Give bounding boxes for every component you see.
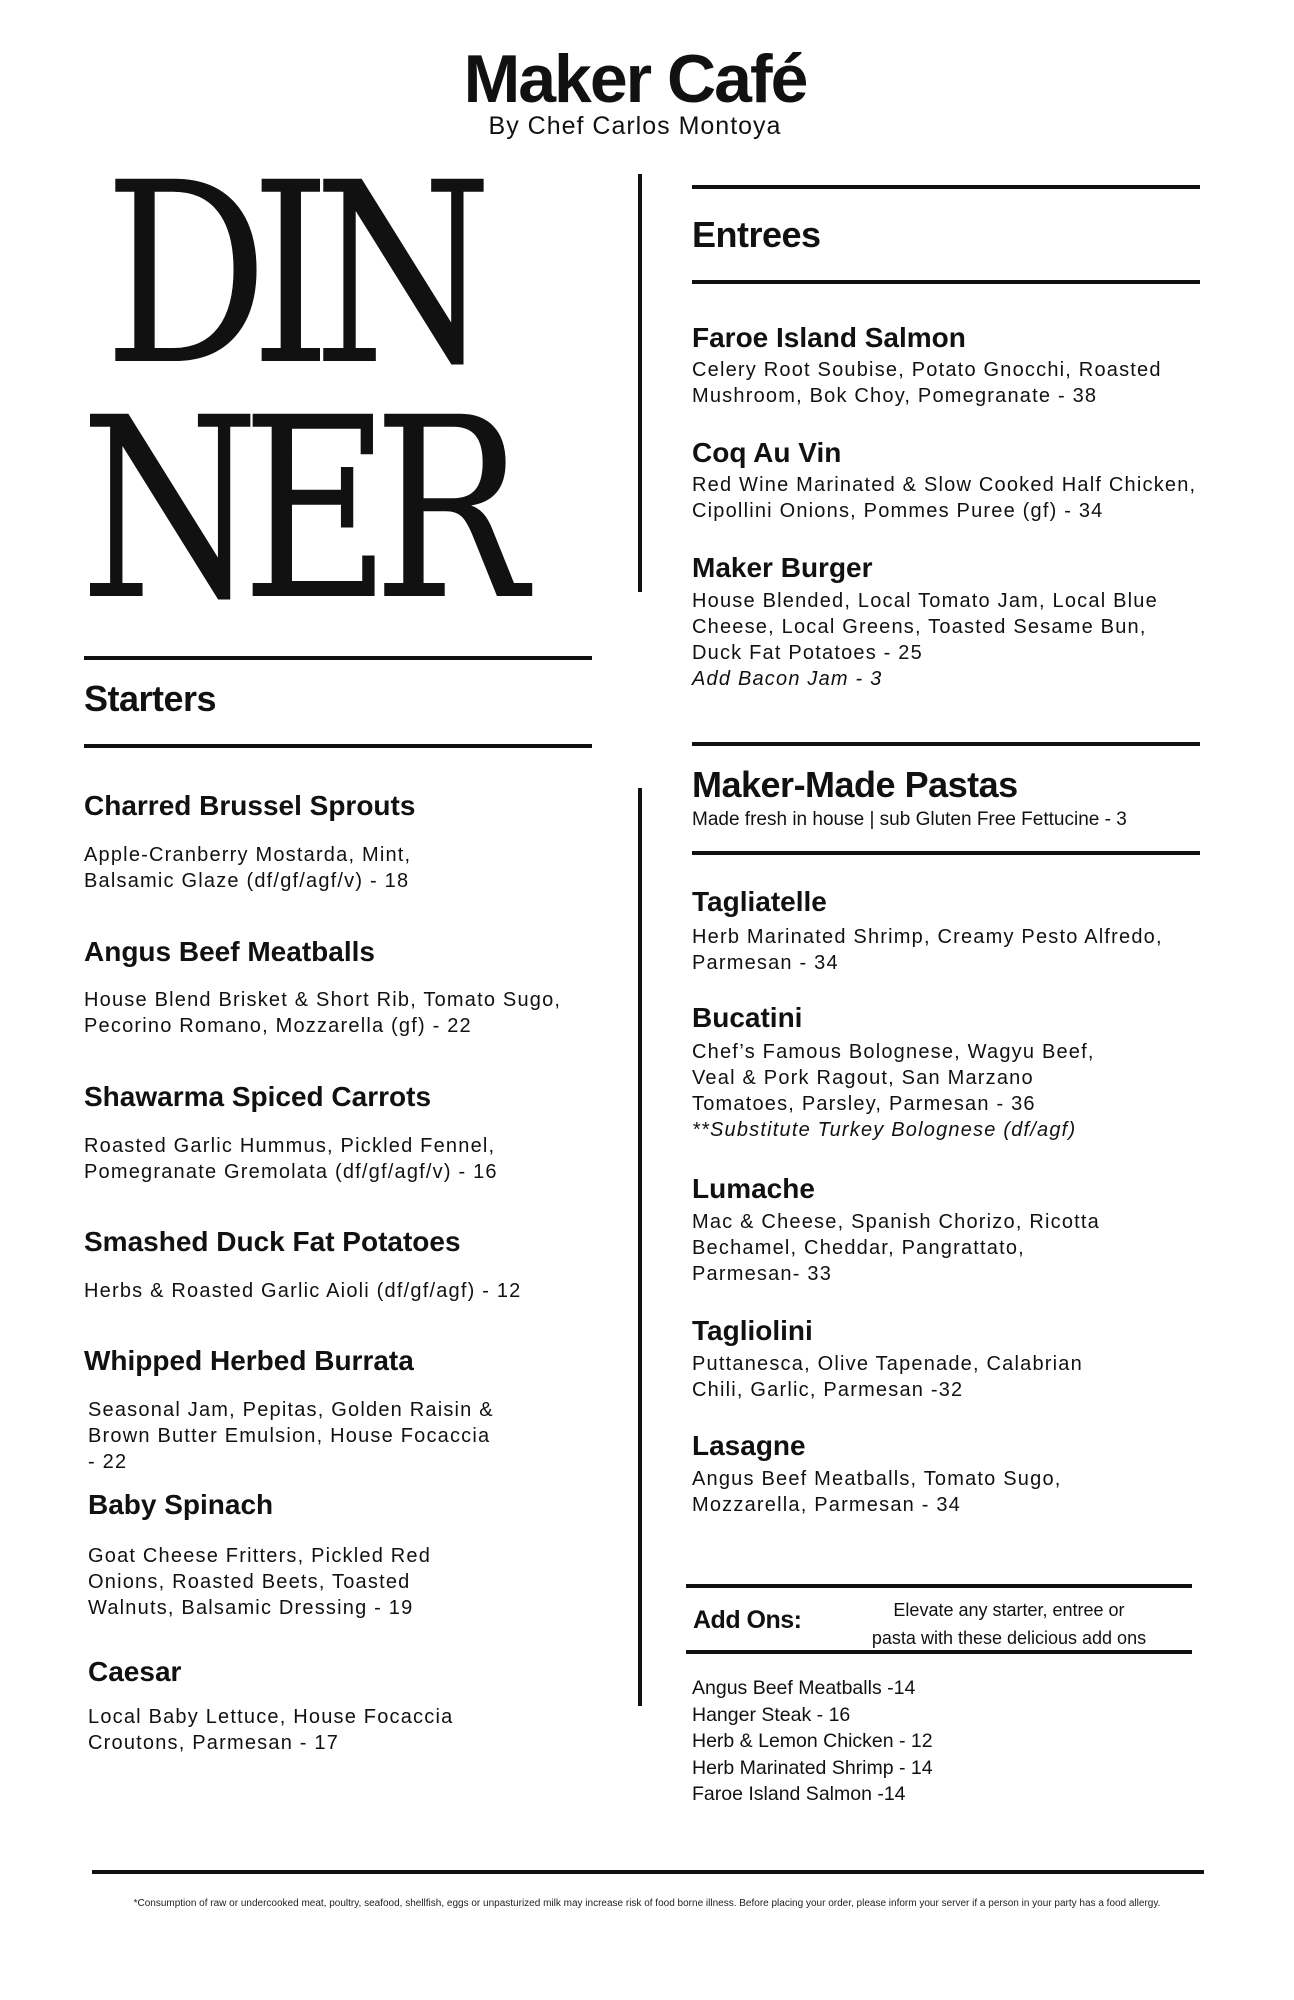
allergy-disclaimer: *Consumption of raw or undercooked meat, poultry, seafood, shellfish, eggs or unpasturized milk may increase risk of food borne illness. Before placing your order, please inform your server if a person in your party has a food allergy. xyxy=(133,1898,1161,1909)
pasta-note: **Substitute Turkey Bolognese (df/agf) xyxy=(692,1119,1077,1141)
addon-item: Faroe Island Salmon -14 xyxy=(692,1783,906,1805)
restaurant-title: Maker Café xyxy=(463,41,807,117)
pastas-heading: Maker-Made Pastas xyxy=(692,764,1018,805)
addons-list xyxy=(692,1675,933,1808)
addon-item: Herb Marinated Shrimp - 14 xyxy=(692,1756,933,1779)
hero-dinner-line1: DIN xyxy=(104,129,475,420)
starter-name: Caesar xyxy=(88,1656,182,1687)
entree-desc: Celery Root Soubise, Potato Gnocchi, Roasted Mushroom, Bok Choy, Pomegranate - 38 xyxy=(692,359,1162,407)
pasta-name: Tagliatelle xyxy=(692,886,827,917)
starter-name: Smashed Duck Fat Potatoes xyxy=(84,1226,461,1257)
addon-item: Herb & Lemon Chicken - 12 xyxy=(692,1730,933,1752)
entree-name: Maker Burger xyxy=(692,552,873,583)
footer-rule xyxy=(92,1870,1204,1874)
starter-name: Shawarma Spiced Carrots xyxy=(84,1081,432,1112)
entrees-heading: Entrees xyxy=(692,214,821,255)
starter-name: Baby Spinach xyxy=(88,1489,274,1520)
pastas-rule-bottom xyxy=(692,851,1200,855)
addon-item: Hanger Steak - 16 xyxy=(692,1703,851,1726)
entree-desc: Red Wine Marinated & Slow Cooked Half Chicken, Cipollini Onions, Pommes Puree (gf) - 34 xyxy=(692,474,1197,522)
pasta-desc: Puttanesca, Olive Tapenade, Calabrian Chili, Garlic, Parmesan -32 xyxy=(692,1353,1083,1401)
starter-desc: Herbs & Roasted Garlic Aioli (df/gf/agf) - 12 xyxy=(84,1280,522,1302)
entree-name: Coq Au Vin xyxy=(692,437,842,468)
chef-subtitle: By Chef Carlos Montoya xyxy=(488,112,782,140)
pasta-name: Tagliolini xyxy=(692,1315,813,1346)
hero-dinner-line2: NER xyxy=(80,364,510,655)
starter-desc: Roasted Garlic Hummus, Pickled Fennel, Pomegranate Gremolata (df/gf/agf/v) - 16 xyxy=(84,1135,498,1183)
entrees-rule-top xyxy=(692,185,1200,189)
starter-desc: Goat Cheese Fritters, Pickled Red Onions, Roasted Beets, Toasted Walnuts, Balsamic Dressing - 19 xyxy=(88,1545,432,1619)
starters-rule-top xyxy=(84,656,592,660)
starter-desc: Seasonal Jam, Pepitas, Golden Raisin & Brown Butter Emulsion, House Focaccia - 22 xyxy=(88,1399,494,1473)
pasta-name: Bucatini xyxy=(692,1002,803,1033)
starter-desc: House Blend Brisket & Short Rib, Tomato Sugo, Pecorino Romano, Mozzarella (gf) - 22 xyxy=(84,989,562,1037)
pasta-desc: Angus Beef Meatballs, Tomato Sugo, Mozzarella, Parmesan - 34 xyxy=(692,1468,1062,1516)
column-divider-bottom xyxy=(638,788,642,1706)
starters-heading: Starters xyxy=(84,678,217,719)
pasta-name: Lumache xyxy=(692,1173,815,1204)
pasta-desc: Chef’s Famous Bolognese, Wagyu Beef, Veal & Pork Ragout, San Marzano Tomatoes, Parsley, Parmesan - 36 **Substitute Turkey Bolognese (df/agf) xyxy=(692,1041,1095,1141)
starter-desc: Apple-Cranberry Mostarda, Mint, Balsamic Glaze (df/gf/agf/v) - 18 xyxy=(84,844,412,892)
addons-rule-bottom xyxy=(686,1650,1192,1654)
column-divider-top xyxy=(638,174,642,592)
entree-desc: House Blended, Local Tomato Jam, Local Blue Cheese, Local Greens, Toasted Sesame Bun, Duck Fat Potatoes - 25 Add Bacon Jam - 3 xyxy=(692,590,1158,690)
starter-name: Charred Brussel Sprouts xyxy=(84,790,416,821)
entree-note: Add Bacon Jam - 3 xyxy=(692,668,883,690)
starters-rule-bottom xyxy=(84,744,592,748)
entrees-rule-bottom xyxy=(692,280,1200,284)
addons-heading: Add Ons: xyxy=(693,1606,802,1634)
addons-blurb: Elevate any starter, entree or pasta with these delicious add ons xyxy=(871,1600,1147,1648)
addons-rule-top xyxy=(686,1584,1192,1588)
pasta-desc: Herb Marinated Shrimp, Creamy Pesto Alfredo, Parmesan - 34 xyxy=(692,926,1163,974)
starter-name: Angus Beef Meatballs xyxy=(84,936,375,967)
addon-item: Angus Beef Meatballs -14 xyxy=(692,1677,916,1699)
starter-desc: Local Baby Lettuce, House Focaccia Croutons, Parmesan - 17 xyxy=(88,1706,454,1754)
pasta-name: Lasagne xyxy=(692,1430,806,1461)
pastas-subheading: Made fresh in house | sub Gluten Free Fettucine - 3 xyxy=(692,809,1127,830)
starter-name: Whipped Herbed Burrata xyxy=(84,1345,414,1376)
pasta-desc: Mac & Cheese, Spanish Chorizo, Ricotta Bechamel, Cheddar, Pangrattato, Parmesan- 33 xyxy=(692,1211,1100,1285)
pastas-rule-top xyxy=(692,742,1200,746)
entree-name: Faroe Island Salmon xyxy=(692,322,966,353)
